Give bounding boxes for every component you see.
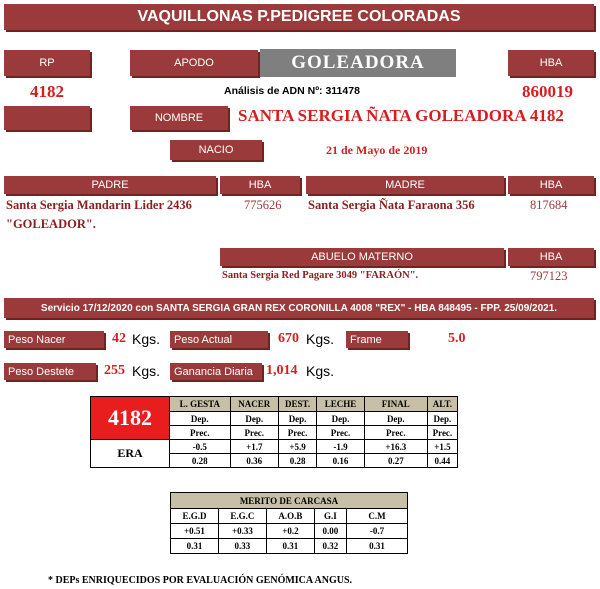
carcasa-dep-value: -0.7 xyxy=(347,524,408,539)
carcasa-col-header: E.G.C xyxy=(218,509,266,524)
carcasa-dep-value: +0.2 xyxy=(266,524,314,539)
carcasa-title: MERITO DE CARCASA xyxy=(171,493,408,509)
dep-label: Dep. xyxy=(317,412,365,426)
peso-destete-unit: Kgs. xyxy=(132,363,161,379)
rp-label: RP xyxy=(4,50,90,76)
madre-hba-value: 817684 xyxy=(530,198,568,212)
dep-col-header: NACER xyxy=(230,397,278,412)
padre-hba-value: 775626 xyxy=(244,198,282,212)
nombre-label: NOMBRE xyxy=(130,106,228,130)
dep-col-header: ALT. xyxy=(427,397,457,412)
dep-table xyxy=(90,396,458,468)
prec-value: 0.36 xyxy=(230,454,278,468)
prec-value: 0.28 xyxy=(278,454,316,468)
peso-nacer-label: Peso Nacer xyxy=(4,331,104,348)
dep-value: -0.5 xyxy=(170,440,231,454)
padre-value-line2: "GOLEADOR". xyxy=(6,217,96,231)
dep-label: Dep. xyxy=(230,412,278,426)
carcasa-dep-value: 0.00 xyxy=(314,524,346,539)
nombre-value: SANTA SERGIA ÑATA GOLEADORA 4182 xyxy=(238,106,564,125)
prec-label: Prec. xyxy=(317,426,365,440)
dep-label: Dep. xyxy=(170,412,231,426)
apodo-value: GOLEADORA xyxy=(260,49,456,77)
peso-actual-value: 670 xyxy=(278,331,299,346)
peso-destete-value: 255 xyxy=(104,363,125,378)
carcasa-prec-value: 0.31 xyxy=(266,539,314,554)
ganancia-unit: Kgs. xyxy=(306,363,335,379)
dep-col-header: L. GESTA xyxy=(170,397,231,412)
padre-value: Santa Sergia Mandarin Lider 2436 xyxy=(6,198,192,212)
dep-value: +1.5 xyxy=(427,440,457,454)
peso-destete-label: Peso Destete xyxy=(4,363,96,380)
prec-value: 0.16 xyxy=(317,454,365,468)
carcasa-prec-value: 0.31 xyxy=(171,539,219,554)
empty-label-box xyxy=(4,106,90,130)
peso-actual-label: Peso Actual xyxy=(170,331,268,348)
hba-value: 860019 xyxy=(522,82,573,101)
madre-hba-label: HBA xyxy=(508,176,594,194)
prec-label: Prec. xyxy=(427,426,457,440)
prec-label: Prec. xyxy=(170,426,231,440)
prec-value: 0.28 xyxy=(170,454,231,468)
nacio-label: NACIO xyxy=(170,140,262,160)
dep-value: +5.9 xyxy=(278,440,316,454)
apodo-label: APODO xyxy=(130,50,258,76)
ganancia-value: 1,014 xyxy=(266,363,298,378)
madre-value: Santa Sergia Ñata Faraona 356 xyxy=(308,198,475,212)
nacio-value: 21 de Mayo de 2019 xyxy=(326,143,428,157)
carcasa-dep-value: +0.51 xyxy=(171,524,219,539)
peso-actual-unit: Kgs. xyxy=(306,331,335,347)
carcasa-prec-value: 0.32 xyxy=(314,539,346,554)
dep-value: +16.3 xyxy=(364,440,427,454)
prec-label: Prec. xyxy=(364,426,427,440)
abuelo-label: ABUELO MATERNO xyxy=(220,248,504,266)
dep-label: Dep. xyxy=(278,412,316,426)
abuelo-hba-label: HBA xyxy=(508,248,594,266)
prec-label: Prec. xyxy=(230,426,278,440)
prec-value: 0.44 xyxy=(427,454,457,468)
ganancia-label: Ganancia Diaria xyxy=(170,363,262,380)
carcasa-table xyxy=(170,492,408,554)
carcasa-dep-value: +0.33 xyxy=(218,524,266,539)
prec-label: Prec. xyxy=(278,426,316,440)
carcasa-col-header: E.G.D xyxy=(171,509,219,524)
dep-id-cell: 4182 xyxy=(91,397,170,440)
dep-value: +1.7 xyxy=(230,440,278,454)
carcasa-col-header: C.M xyxy=(347,509,408,524)
rp-value: 4182 xyxy=(30,82,64,101)
carcasa-col-header: A.O.B xyxy=(266,509,314,524)
dep-col-header: DEST. xyxy=(278,397,316,412)
dep-col-header: LECHE xyxy=(317,397,365,412)
frame-value: 5.0 xyxy=(448,331,466,346)
padre-label: PADRE xyxy=(4,176,216,194)
footnote: * DEPs ENRIQUECIDOS POR EVALUACIÓN GENÓMICA ANGUS. xyxy=(48,575,353,586)
dep-col-header: FINAL xyxy=(364,397,427,412)
hba-label: HBA xyxy=(508,50,594,76)
dep-label: Dep. xyxy=(427,412,457,426)
frame-label: Frame xyxy=(346,331,408,348)
era-label: ERA xyxy=(91,440,170,468)
abuelo-value: Santa Sergia Red Pagare 3049 "FARAÓN". xyxy=(222,270,419,281)
peso-nacer-unit: Kgs. xyxy=(132,331,161,347)
abuelo-hba-value: 797123 xyxy=(530,269,568,283)
carcasa-prec-value: 0.33 xyxy=(218,539,266,554)
padre-hba-label: HBA xyxy=(220,176,300,194)
servicio-bar: Servicio 17/12/2020 con SANTA SERGIA GRAN REX CORONILLA 4008 "REX" - HBA 848495 - FPP. 25/09/2021. xyxy=(4,298,594,318)
carcasa-prec-value: 0.31 xyxy=(347,539,408,554)
prec-value: 0.27 xyxy=(364,454,427,468)
adn-analysis: Análisis de ADN Nº: 311478 xyxy=(224,85,360,97)
madre-label: MADRE xyxy=(306,176,504,194)
dep-label: Dep. xyxy=(364,412,427,426)
peso-nacer-value: 42 xyxy=(112,331,126,346)
dep-value: -1.9 xyxy=(317,440,365,454)
carcasa-col-header: G.I xyxy=(314,509,346,524)
page-title: VAQUILLONAS P.PEDIGREE COLORADAS xyxy=(4,4,594,30)
